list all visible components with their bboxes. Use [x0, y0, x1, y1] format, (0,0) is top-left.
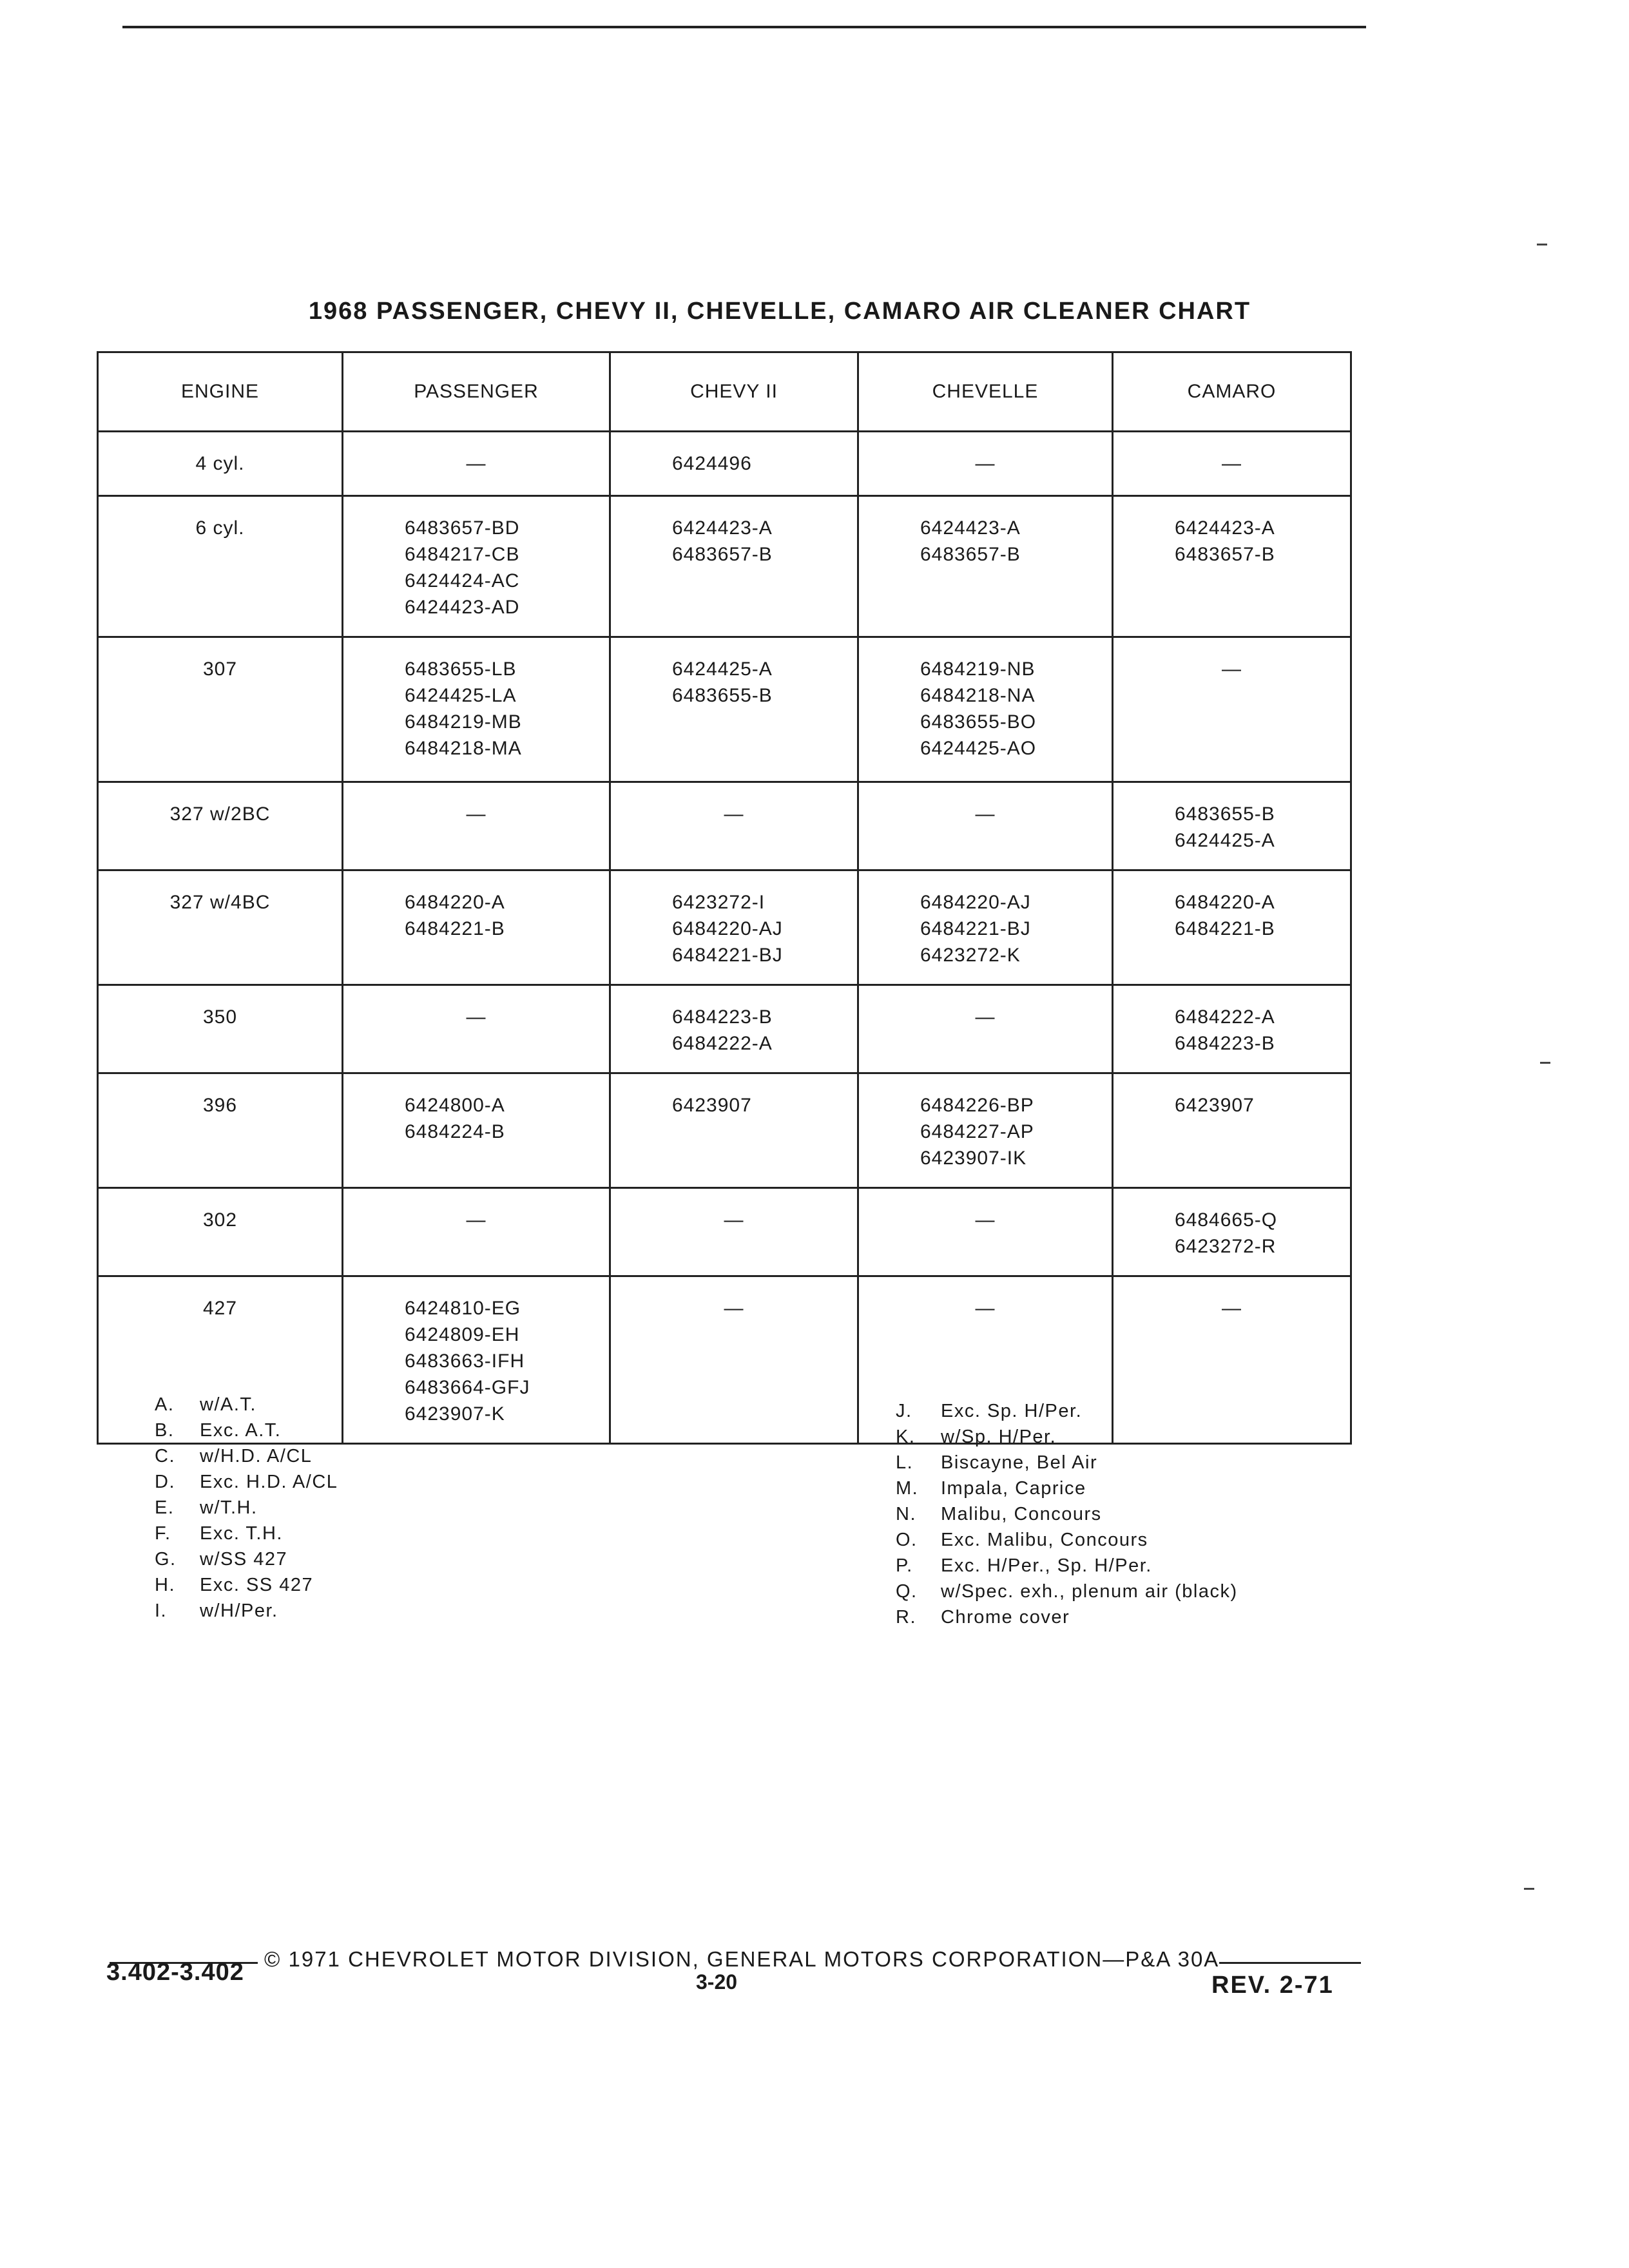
footnote-key: F.	[155, 1523, 171, 1544]
chevelle-cell	[858, 637, 1113, 782]
chevelle-cell	[858, 432, 1113, 496]
chevy-ii-cell	[610, 1188, 858, 1276]
engine-cell: 4 cyl.	[98, 432, 343, 496]
header-passenger: PASSENGER	[343, 352, 610, 432]
chevelle-cell	[858, 1188, 1113, 1276]
footnote	[896, 1553, 1238, 1579]
table-row	[98, 637, 1351, 782]
footnote-text: w/H/Per.	[200, 1600, 278, 1621]
footnote-key: I.	[155, 1600, 168, 1621]
footnote-key: H.	[155, 1575, 175, 1595]
footnote-key: N.	[896, 1504, 916, 1524]
footnote	[896, 1450, 1238, 1475]
part-number: 6424425-LA	[405, 685, 517, 706]
part-number: 6484221-B	[1175, 918, 1275, 939]
chevy-ii-cell	[610, 432, 858, 496]
chevy-ii-cell	[610, 1073, 858, 1188]
part-number: 6483663-IFH	[405, 1350, 525, 1372]
footnote-text: Exc. Sp. H/Per.	[941, 1401, 1083, 1421]
footnote-text: w/Spec. exh., plenum air (black)	[941, 1581, 1238, 1602]
empty-dash: —	[724, 1298, 744, 1319]
empty-dash: —	[724, 803, 744, 825]
footnote-key: E.	[155, 1497, 175, 1518]
chevelle-cell	[858, 496, 1113, 637]
table-row	[98, 432, 1351, 496]
margin-mark	[1540, 1062, 1550, 1064]
part-number: 6483664-GFJ	[405, 1377, 530, 1398]
part-number: 6484220-A	[405, 892, 505, 913]
footnote	[155, 1418, 338, 1443]
engine-cell: 327 w/2BC	[98, 782, 343, 870]
footnote-key: Q.	[896, 1581, 918, 1602]
header-chevy-ii: CHEVY II	[610, 352, 858, 432]
part-number: 6484218-NA	[920, 685, 1036, 706]
footnote-key: C.	[155, 1446, 175, 1466]
part-number: 6424425-A	[1175, 830, 1275, 851]
engine-cell: 350	[98, 985, 343, 1073]
part-number: 6484227-AP	[920, 1121, 1034, 1142]
part-number: 6424424-AC	[405, 570, 520, 591]
footnotes-right	[896, 1398, 1238, 1630]
part-number: 6484218-MA	[405, 738, 522, 759]
chart-title: 1968 PASSENGER, CHEVY II, CHEVELLE, CAMARO AIR CLEANER CHART	[308, 298, 1251, 325]
footer-rule-right	[1219, 1962, 1361, 1964]
part-number: 6483657-B	[672, 544, 773, 565]
empty-dash: —	[1222, 1298, 1242, 1319]
part-number: 6483655-BO	[920, 711, 1037, 733]
camaro-cell	[1113, 496, 1351, 637]
passenger-cell	[343, 432, 610, 496]
footnote-text: Exc. SS 427	[200, 1575, 314, 1595]
copyright-text: © 1971 CHEVROLET MOTOR DIVISION, GENERAL MOTORS CORPORATION—P&A 30A	[264, 1947, 1220, 1971]
part-number: 6424425-A	[672, 658, 773, 680]
footnote-key: L.	[896, 1452, 914, 1473]
chevy-ii-cell	[610, 782, 858, 870]
engine-cell: 396	[98, 1073, 343, 1188]
engine-cell: 327 w/4BC	[98, 870, 343, 985]
passenger-cell	[343, 496, 610, 637]
footnote-text: Impala, Caprice	[941, 1478, 1086, 1499]
footnote-text: Exc. T.H.	[200, 1523, 283, 1544]
chevy-ii-cell	[610, 985, 858, 1073]
footnote	[155, 1598, 338, 1624]
footnote	[155, 1572, 338, 1598]
table-body	[98, 432, 1351, 1444]
part-number: 6484220-AJ	[672, 918, 783, 939]
empty-dash: —	[466, 1006, 487, 1028]
footnote-text: w/T.H.	[200, 1497, 258, 1518]
footnote-text: w/H.D. A/CL	[200, 1446, 313, 1466]
camaro-cell	[1113, 637, 1351, 782]
part-number: 6484217-CB	[405, 544, 520, 565]
part-number: 6484220-AJ	[920, 892, 1031, 913]
footnotes-left	[155, 1392, 338, 1624]
footnote	[155, 1495, 338, 1521]
margin-mark	[1524, 1888, 1534, 1890]
part-number: 6424810-EG	[405, 1298, 521, 1319]
part-number: 6484221-BJ	[672, 945, 783, 966]
footnote	[896, 1501, 1238, 1527]
part-number: 6483657-B	[920, 544, 1021, 565]
footnote	[896, 1579, 1238, 1604]
table-row	[98, 782, 1351, 870]
chevelle-cell	[858, 1073, 1113, 1188]
footnote-text: w/A.T.	[200, 1394, 256, 1415]
footnote-text: Exc. Malibu, Concours	[941, 1530, 1148, 1550]
table-row	[98, 985, 1351, 1073]
empty-dash: —	[466, 803, 487, 825]
footnote	[155, 1521, 338, 1546]
footnote-key: P.	[896, 1555, 913, 1576]
part-number: 6424425-AO	[920, 738, 1037, 759]
footnote-key: K.	[896, 1427, 916, 1447]
passenger-cell	[343, 1276, 610, 1444]
part-number: 6423272-R	[1175, 1236, 1277, 1257]
footnote-text: Chrome cover	[941, 1607, 1070, 1628]
footnote-key: M.	[896, 1478, 919, 1499]
part-number: 6424800-A	[405, 1095, 505, 1116]
table-row	[98, 1073, 1351, 1188]
part-number: 6424423-A	[672, 517, 773, 539]
footnote-text: w/Sp. H/Per.	[941, 1427, 1057, 1447]
footnote	[155, 1443, 338, 1469]
footnote-key: R.	[896, 1607, 916, 1628]
part-number: 6423272-I	[672, 892, 766, 913]
engine-cell: 6 cyl.	[98, 496, 343, 637]
footnote-key: G.	[155, 1549, 177, 1570]
camaro-cell	[1113, 870, 1351, 985]
footnote	[896, 1398, 1238, 1424]
part-number: 6484221-B	[405, 918, 505, 939]
passenger-cell	[343, 870, 610, 985]
part-number: 6424423-AD	[405, 597, 520, 618]
empty-dash: —	[1222, 453, 1242, 474]
footnote-text: Exc. A.T.	[200, 1420, 282, 1441]
footnote-text: Exc. H/Per., Sp. H/Per.	[941, 1555, 1152, 1576]
footnote-key: B.	[155, 1420, 175, 1441]
part-number: 6424423-A	[1175, 517, 1275, 539]
part-number: 6484221-BJ	[920, 918, 1031, 939]
footnote	[896, 1475, 1238, 1501]
table-row	[98, 1188, 1351, 1276]
chevy-ii-cell	[610, 870, 858, 985]
part-number: 6423907-K	[405, 1403, 505, 1425]
part-number: 6484222-A	[1175, 1006, 1275, 1028]
footnote-key: O.	[896, 1530, 918, 1550]
passenger-cell	[343, 782, 610, 870]
chevy-ii-cell	[610, 637, 858, 782]
engine-cell: 307	[98, 637, 343, 782]
table-row	[98, 496, 1351, 637]
passenger-cell	[343, 637, 610, 782]
footnote	[155, 1469, 338, 1495]
chevy-ii-cell	[610, 1276, 858, 1444]
empty-dash: —	[1222, 658, 1242, 680]
part-number: 6484219-NB	[920, 658, 1036, 680]
revision-label: REV. 2-71	[1211, 1972, 1334, 1999]
camaro-cell	[1113, 985, 1351, 1073]
margin-mark	[1537, 244, 1547, 245]
air-cleaner-table	[97, 351, 1352, 1445]
camaro-cell	[1113, 432, 1351, 496]
empty-dash: —	[975, 1006, 996, 1028]
part-number: 6483655-B	[672, 685, 773, 706]
part-number: 6484223-B	[672, 1006, 773, 1028]
part-number: 6483655-B	[1175, 803, 1275, 825]
part-number: 6423907	[672, 1095, 752, 1116]
empty-dash: —	[724, 1209, 744, 1231]
footnote	[896, 1527, 1238, 1553]
empty-dash: —	[975, 803, 996, 825]
empty-dash: —	[975, 1298, 996, 1319]
section-number: 3.402-3.402	[106, 1959, 244, 1986]
passenger-cell	[343, 1188, 610, 1276]
table-row	[98, 870, 1351, 985]
footnote	[896, 1604, 1238, 1630]
footnote	[896, 1424, 1238, 1450]
part-number: 6423272-K	[920, 945, 1021, 966]
page-number: 3-20	[696, 1970, 738, 1994]
part-number: 6483657-B	[1175, 544, 1275, 565]
chevelle-cell	[858, 870, 1113, 985]
footnote	[155, 1546, 338, 1572]
part-number: 6484226-BP	[920, 1095, 1034, 1116]
part-number: 6424423-A	[920, 517, 1021, 539]
footnote-key: J.	[896, 1401, 912, 1421]
passenger-cell	[343, 985, 610, 1073]
footnote-text: Exc. H.D. A/CL	[200, 1472, 338, 1492]
footer-copyright-line	[110, 1947, 1361, 1972]
part-number: 6423907	[1175, 1095, 1255, 1116]
footnote	[155, 1392, 338, 1418]
camaro-cell	[1113, 1073, 1351, 1188]
part-number: 6483657-BD	[405, 517, 520, 539]
part-number: 6484224-B	[405, 1121, 505, 1142]
top-rule	[122, 26, 1366, 28]
header-engine: ENGINE	[98, 352, 343, 432]
header-chevelle: CHEVELLE	[858, 352, 1113, 432]
part-number: 6484219-MB	[405, 711, 522, 733]
part-number: 6424809-EH	[405, 1324, 520, 1345]
table-header-row	[98, 352, 1351, 432]
engine-cell: 427	[98, 1276, 343, 1444]
engine-cell: 302	[98, 1188, 343, 1276]
chevy-ii-cell	[610, 496, 858, 637]
footnote-key: D.	[155, 1472, 175, 1492]
empty-dash: —	[466, 1209, 487, 1231]
part-number: 6424496	[672, 453, 752, 474]
footnote-text: Biscayne, Bel Air	[941, 1452, 1098, 1473]
camaro-cell	[1113, 782, 1351, 870]
footnote-key: A.	[155, 1394, 175, 1415]
empty-dash: —	[975, 1209, 996, 1231]
camaro-cell	[1113, 1188, 1351, 1276]
part-number: 6484222-A	[672, 1033, 773, 1054]
part-number: 6483655-LB	[405, 658, 517, 680]
chevelle-cell	[858, 782, 1113, 870]
header-camaro: CAMARO	[1113, 352, 1351, 432]
footnote-text: Malibu, Concours	[941, 1504, 1102, 1524]
part-number: 6423907-IK	[920, 1148, 1027, 1169]
empty-dash: —	[466, 453, 487, 474]
part-number: 6484223-B	[1175, 1033, 1275, 1054]
chevelle-cell	[858, 985, 1113, 1073]
passenger-cell	[343, 1073, 610, 1188]
part-number: 6484220-A	[1175, 892, 1275, 913]
part-number: 6484665-Q	[1175, 1209, 1278, 1231]
footnote-text: w/SS 427	[200, 1549, 288, 1570]
empty-dash: —	[975, 453, 996, 474]
